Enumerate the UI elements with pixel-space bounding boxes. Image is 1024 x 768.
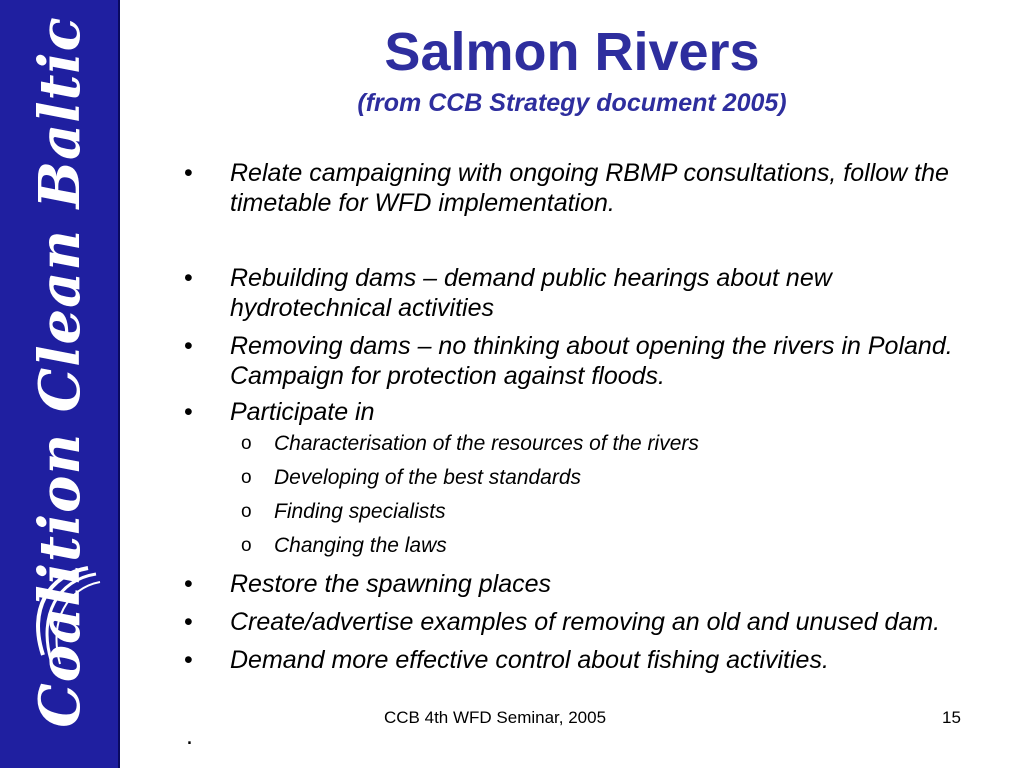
bullet-marker: • — [184, 264, 193, 292]
bullet-text: Restore the spawning places — [230, 570, 552, 598]
page-number: 15 — [942, 708, 961, 727]
bullet-text: Removing dams – no thinking about opening the rivers in Poland. Campaign for protection against floods. — [230, 332, 953, 390]
sub-bullet-text: Changing the laws — [274, 534, 447, 557]
bullet-item — [180, 645, 980, 675]
slide-title: Salmon Rivers — [384, 22, 760, 82]
bullet-item — [180, 397, 980, 427]
bullet-text: Demand more effective control about fishing activities. — [230, 646, 829, 674]
sub-bullet-item — [180, 427, 980, 461]
bullet-text: Participate in — [230, 398, 375, 426]
sub-bullet-item — [180, 495, 980, 529]
sidebar-logo-panel — [0, 0, 120, 768]
sub-bullet-text: Finding specialists — [274, 500, 446, 523]
bullet-item — [180, 331, 980, 391]
logo-swoosh-icon — [18, 560, 102, 670]
slide-subtitle: (from CCB Strategy document 2005) — [357, 89, 787, 117]
sub-bullet-marker: o — [241, 433, 252, 454]
bullet-item — [180, 569, 980, 599]
bullet-item — [180, 158, 980, 218]
bullet-marker: • — [184, 398, 193, 426]
bullet-marker: • — [184, 646, 193, 674]
sub-bullet-marker: o — [241, 467, 252, 488]
sub-bullet-item — [180, 529, 980, 563]
bullet-item — [180, 263, 980, 323]
bullet-text: Create/advertise examples of removing an old and unused dam. — [230, 608, 941, 636]
logo-text: Coalition Clean Baltic — [27, 16, 93, 728]
bullet-marker: • — [184, 608, 193, 636]
bullet-item — [180, 607, 980, 637]
bullet-marker: • — [184, 159, 193, 187]
sub-bullet-item — [180, 461, 980, 495]
bullet-marker: • — [184, 332, 193, 360]
bullet-text: Rebuilding dams – demand public hearings about new hydrotechnical activities — [230, 264, 832, 322]
sub-bullet-marker: o — [241, 535, 252, 556]
stray-dot: . — [186, 722, 193, 750]
sub-bullet-text: Developing of the best standards — [274, 466, 582, 489]
sub-bullet-marker: o — [241, 501, 252, 522]
bullet-marker: • — [184, 570, 193, 598]
bullet-text: Relate campaigning with ongoing RBMP consultations, follow the timetable for WFD implementation. — [230, 159, 949, 217]
sub-bullet-text: Characterisation of the resources of the rivers — [274, 432, 699, 455]
bullet-list — [180, 158, 980, 675]
footer-text: CCB 4th WFD Seminar, 2005 — [384, 708, 607, 727]
